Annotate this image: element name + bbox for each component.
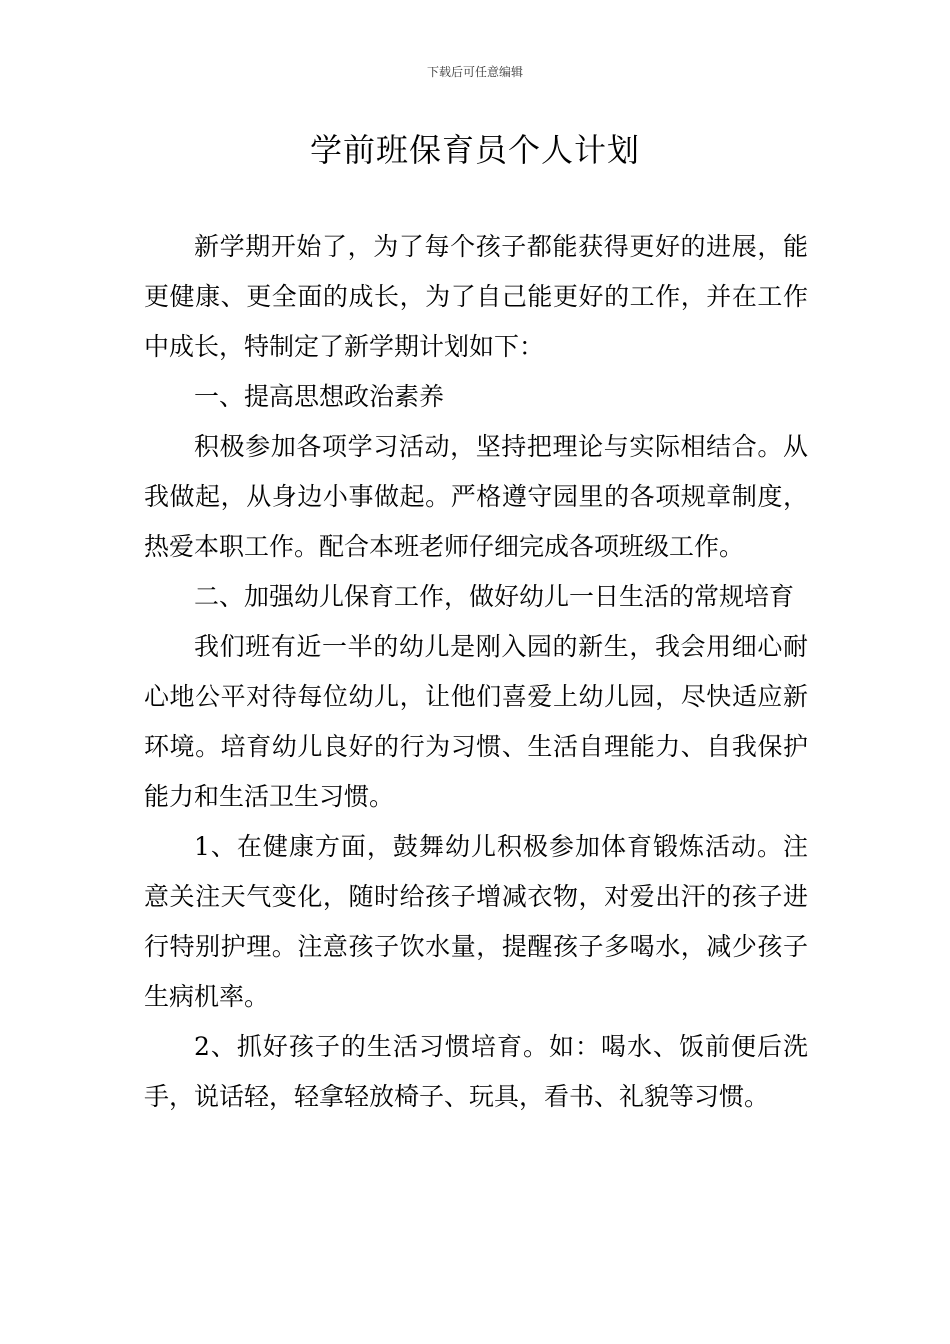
paragraph-intro: 新学期开始了，为了每个孩子都能获得更好的进展，能更健康、更全面的成长，为了自己能更好的工作，并在工作中成长，特制定了新学期计划如下：	[144, 232, 808, 361]
header-note: 下载后可任意编辑	[426, 65, 523, 79]
document-title: 学前班保育员个人计划	[309, 131, 640, 169]
paragraph-section-1: 积极参加各项学习活动，坚持把理论与实际相结合。从我做起，从身边小事做起。严格遵守园里的各项规章制度，热爱本职工作。配合本班老师仔细完成各项班级工作。	[144, 432, 808, 561]
section-heading-2: 二、加强幼儿保育工作，做好幼儿一日生活的常规培育	[194, 582, 795, 611]
paragraph-section-2: 我们班有近一半的幼儿是刚入园的新生，我会用细心耐心地公平对待每位幼儿，让他们喜爱上幼儿园，尽快适应新环境。培育幼儿良好的行为习惯、生活自理能力、自我保护能力和生活卫生习惯。	[144, 632, 808, 811]
document-body	[144, 222, 808, 1122]
paragraph-item-2: 2、抓好孩子的生活习惯培育。如：喝水、饭前便后洗手，说话轻，轻拿轻放椅子、玩具，看书、礼貌等习惯。	[144, 1032, 808, 1111]
paragraph-item-1: 1、在健康方面，鼓舞幼儿积极参加体育锻炼活动。注意关注天气变化，随时给孩子增减衣物，对爱出汗的孩子进行特别护理。注意孩子饮水量，提醒孩子多喝水，减少孩子生病机率。	[144, 832, 808, 1011]
section-heading-1: 一、提高思想政治素养	[194, 382, 445, 411]
